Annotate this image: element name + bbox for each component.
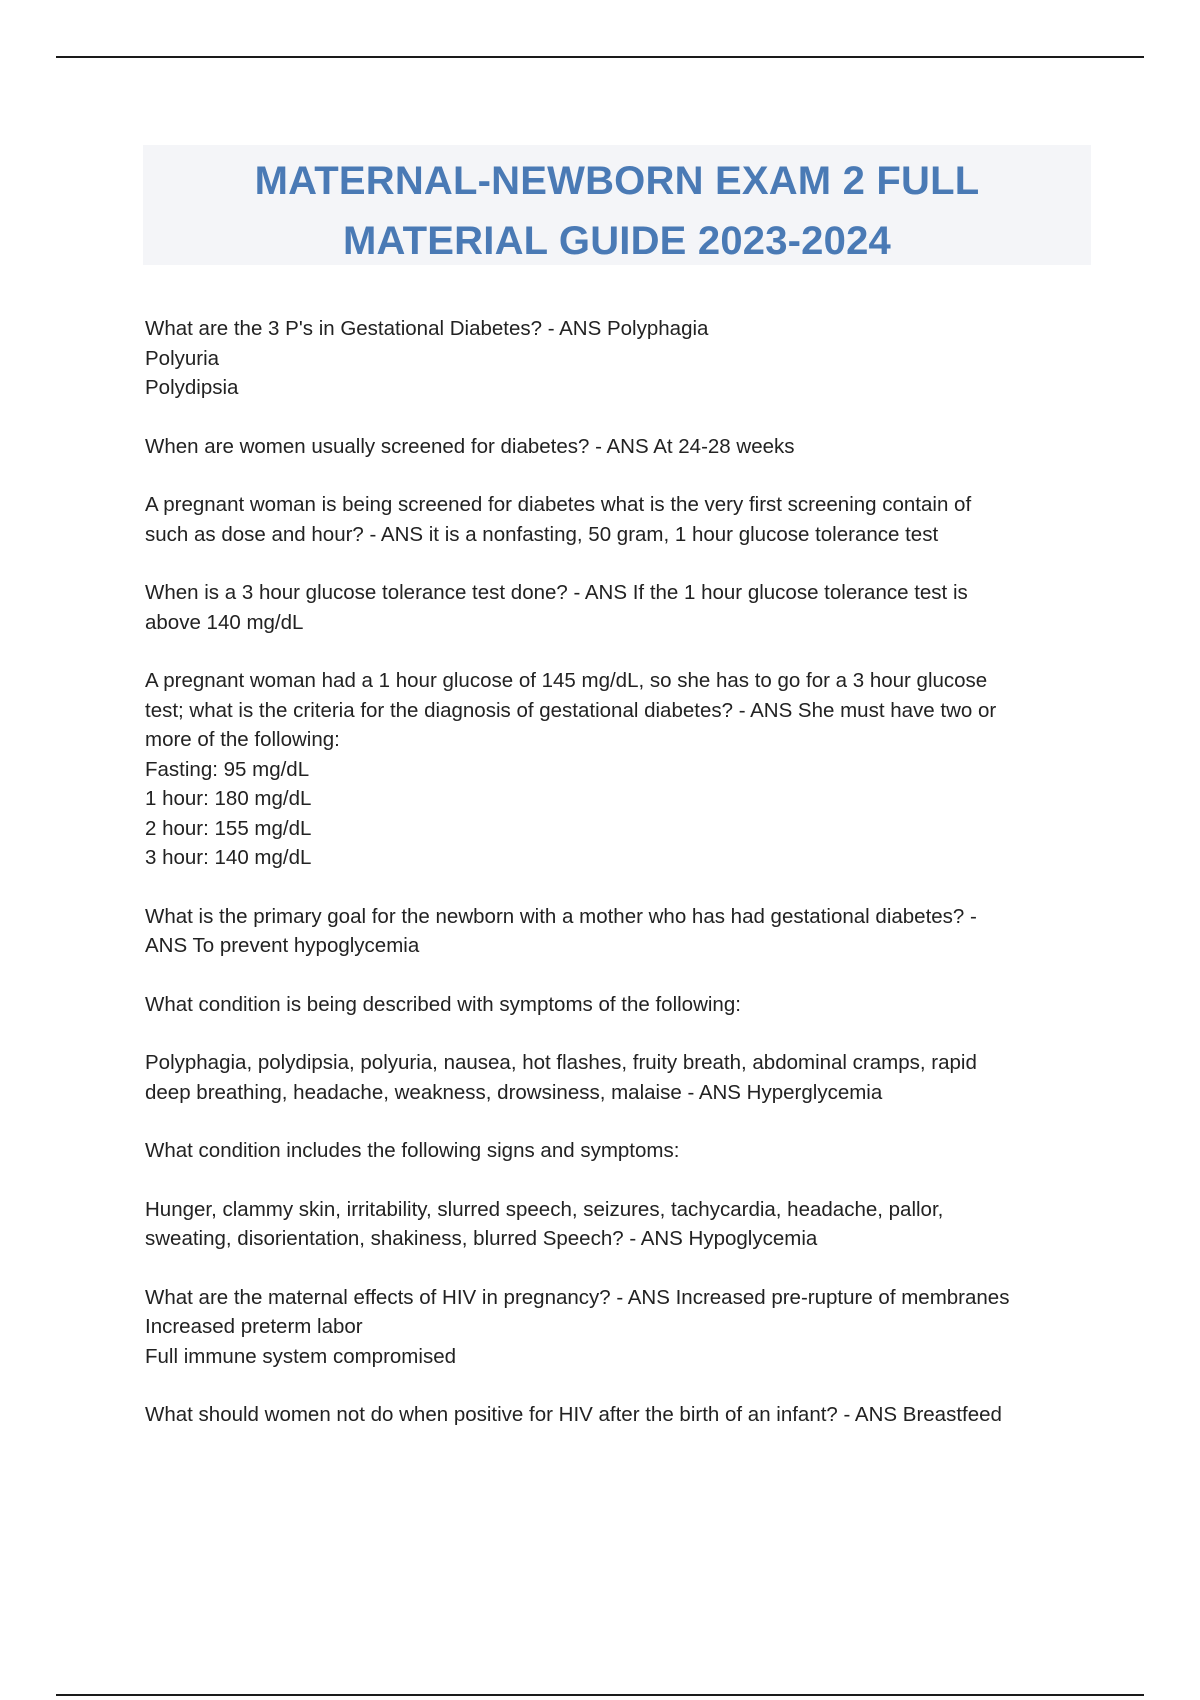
qa-item [145,1195,1090,1254]
qa-line: A pregnant woman is being screened for diabetes what is the very first screening contain of [145,493,972,516]
qa-line: A pregnant woman had a 1 hour glucose of 145 mg/dL, so she has to go for a 3 hour glucose [145,669,988,692]
qa-line: more of the following: [145,728,340,751]
qa-item [145,432,1090,462]
qa-line: What condition includes the following signs and symptoms: [145,1139,680,1162]
qa-line: What are the maternal effects of HIV in pregnancy? - ANS Increased pre-rupture of membranes [145,1285,1010,1309]
qa-line: Hunger, clammy skin, irritability, slurred speech, seizures, tachycardia, headache, pallor, [145,1197,944,1221]
document-title-line-2: MATERIAL GUIDE 2023-2024 [343,219,891,263]
qa-line: ANS To prevent hypoglycemia [145,934,420,957]
qa-line: 2 hour: 155 mg/dL [145,816,312,840]
qa-item [145,314,1090,403]
qa-item [145,902,1090,961]
qa-line: When are women usually screened for diabetes? - ANS At 24-28 weeks [145,434,795,458]
qa-item [145,578,1090,637]
top-rule [56,56,1144,58]
qa-line: Full immune system compromised [145,1344,456,1368]
qa-line: Fasting: 95 mg/dL [145,757,310,781]
qa-line: What are the 3 P's in Gestational Diabetes? - ANS Polyphagia [145,317,709,340]
qa-item [145,490,1090,549]
qa-item [145,990,1090,1020]
qa-line: Polyphagia, polydipsia, polyuria, nausea, hot flashes, fruity breath, abdominal cramps, rapid [145,1051,977,1074]
title-box [143,145,1091,265]
qa-line: such as dose and hour? - ANS it is a nonfasting, 50 gram, 1 hour glucose tolerance test [145,522,939,546]
qa-line: Polydipsia [145,376,239,399]
qa-line: When is a 3 hour glucose tolerance test done? - ANS If the 1 hour glucose tolerance test is [145,581,968,604]
qa-line: What should women not do when positive for HIV after the birth of an infant? - ANS Breastfeed [145,1403,1002,1426]
qa-item [145,1400,1090,1430]
qa-item [145,666,1090,873]
qa-line: test; what is the criteria for the diagnosis of gestational diabetes? - ANS She must have two or [145,698,997,722]
qa-item [145,1048,1090,1107]
qa-line: Polyuria [145,346,220,370]
qa-line: Increased preterm labor [145,1315,363,1338]
qa-line: 1 hour: 180 mg/dL [145,787,312,810]
qa-line: above 140 mg/dL [145,610,304,634]
qa-line: 3 hour: 140 mg/dL [145,846,312,869]
qa-item [145,1283,1090,1372]
qa-line: What is the primary goal for the newborn with a mother who has had gestational diabetes? - [145,904,977,928]
qa-item [145,1136,1090,1166]
bottom-rule [56,1694,1144,1696]
document-title-line-1: MATERNAL-NEWBORN EXAM 2 FULL [254,159,980,203]
qa-line: What condition is being described with symptoms of the following: [145,992,741,1016]
qa-line: deep breathing, headache, weakness, drowsiness, malaise - ANS Hyperglycemia [145,1080,883,1104]
qa-line: sweating, disorientation, shakiness, blurred Speech? - ANS Hypoglycemia [145,1227,818,1250]
document-body [145,314,1090,1459]
